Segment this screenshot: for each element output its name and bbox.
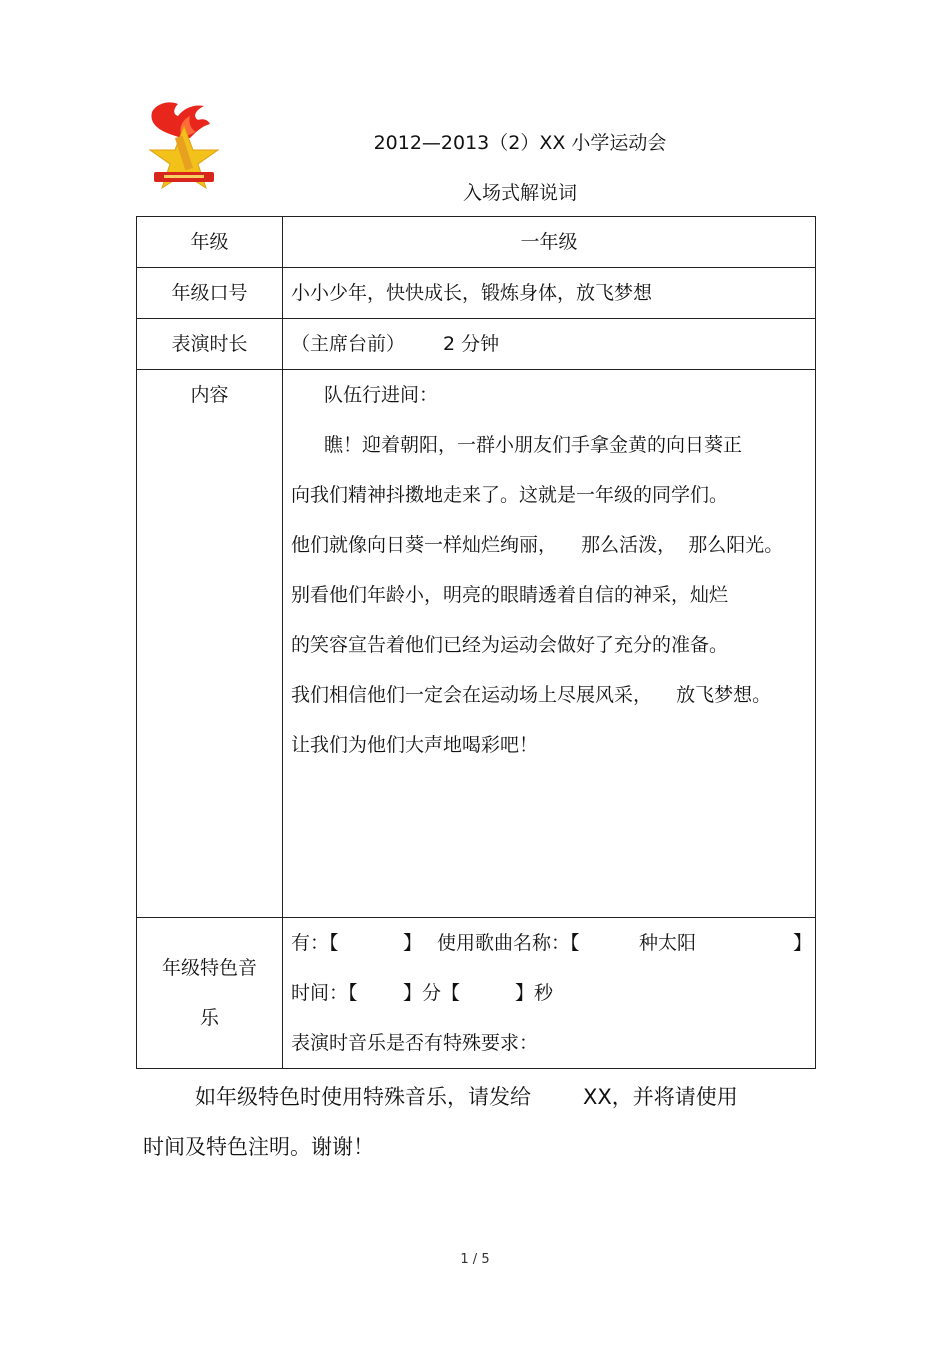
music-body bbox=[283, 918, 816, 1069]
song-name-value[interactable]: 种太阳 bbox=[639, 932, 697, 954]
content-row bbox=[137, 370, 816, 918]
content-line: 让我们为他们大声地喝彩吧！ bbox=[291, 734, 539, 756]
duration-time: 2 分钟 bbox=[443, 333, 500, 355]
music-song-line bbox=[291, 918, 815, 968]
music-special-line bbox=[291, 1018, 815, 1068]
content-line: 瞧！迎着朝阳，一群小朋友们手拿金黄的向日葵正 bbox=[324, 434, 743, 456]
music-label-line2: 乐 bbox=[199, 1007, 219, 1029]
song-name-label: 使用歌曲名称：【 bbox=[437, 932, 580, 954]
footer-note-line1 bbox=[143, 1072, 823, 1122]
duration-location: （主席台前） bbox=[291, 333, 406, 355]
music-minutes-close[interactable]: 】分【 bbox=[403, 982, 461, 1004]
duration-label: 表演时长 bbox=[137, 319, 283, 370]
grade-row bbox=[137, 217, 816, 268]
have-music-field[interactable]: 有：【 bbox=[291, 932, 339, 954]
slogan-row bbox=[137, 268, 816, 319]
content-line: 的笑容宣告着他们已经为运动会做好了充分的准备。 bbox=[291, 634, 729, 656]
footer-note-text: 如年级特色时使用特殊音乐，请发给 bbox=[195, 1085, 531, 1109]
grade-label: 年级 bbox=[137, 217, 283, 268]
school-emblem-logo bbox=[138, 98, 230, 194]
duration-row bbox=[137, 319, 816, 370]
music-time-line bbox=[291, 968, 815, 1018]
page-number: 1 / 5 bbox=[460, 1252, 490, 1267]
music-label bbox=[137, 918, 283, 1069]
music-time-label[interactable]: 时间：【 bbox=[291, 982, 358, 1004]
content-line: 我们相信他们一定会在运动场上尽展风采， 放飞梦想。 bbox=[291, 684, 772, 706]
entrance-commentary-table bbox=[136, 216, 816, 1069]
footer-note-recipient: XX，并将请使用 bbox=[583, 1085, 738, 1109]
slogan-label: 年级口号 bbox=[137, 268, 283, 319]
music-label-line1: 年级特色音 bbox=[161, 957, 257, 979]
content-body bbox=[283, 370, 816, 918]
content-line: 别看他们年龄小，明亮的眼睛透着自信的神采，灿烂 bbox=[291, 584, 729, 606]
document-subtitle: 入场式解说词 bbox=[462, 182, 577, 204]
duration-value bbox=[283, 319, 816, 370]
content-line: 向我们精神抖擞地走来了。这就是一年级的同学们。 bbox=[291, 484, 729, 506]
content-line: 他们就像向日葵一样灿烂绚丽， 那么活泼， 那么阳光。 bbox=[291, 534, 784, 556]
document-title: 2012—2013（2）XX 小学运动会 bbox=[373, 132, 667, 154]
content-label: 内容 bbox=[137, 370, 283, 918]
music-row bbox=[137, 918, 816, 1069]
music-seconds-close: 】秒 bbox=[515, 982, 554, 1004]
song-name-close: 】 bbox=[793, 932, 813, 954]
have-music-close: 】 bbox=[403, 932, 423, 954]
content-line: 队伍行进间： bbox=[324, 384, 439, 406]
slogan-value: 小小少年，快快成长，锻炼身体，放飞梦想 bbox=[283, 268, 816, 319]
grade-value: 一年级 bbox=[283, 217, 816, 268]
footer-note-line2: 时间及特色注明。谢谢！ bbox=[143, 1135, 374, 1159]
special-requirement-field[interactable]: 表演时音乐是否有特殊要求： bbox=[291, 1032, 539, 1054]
